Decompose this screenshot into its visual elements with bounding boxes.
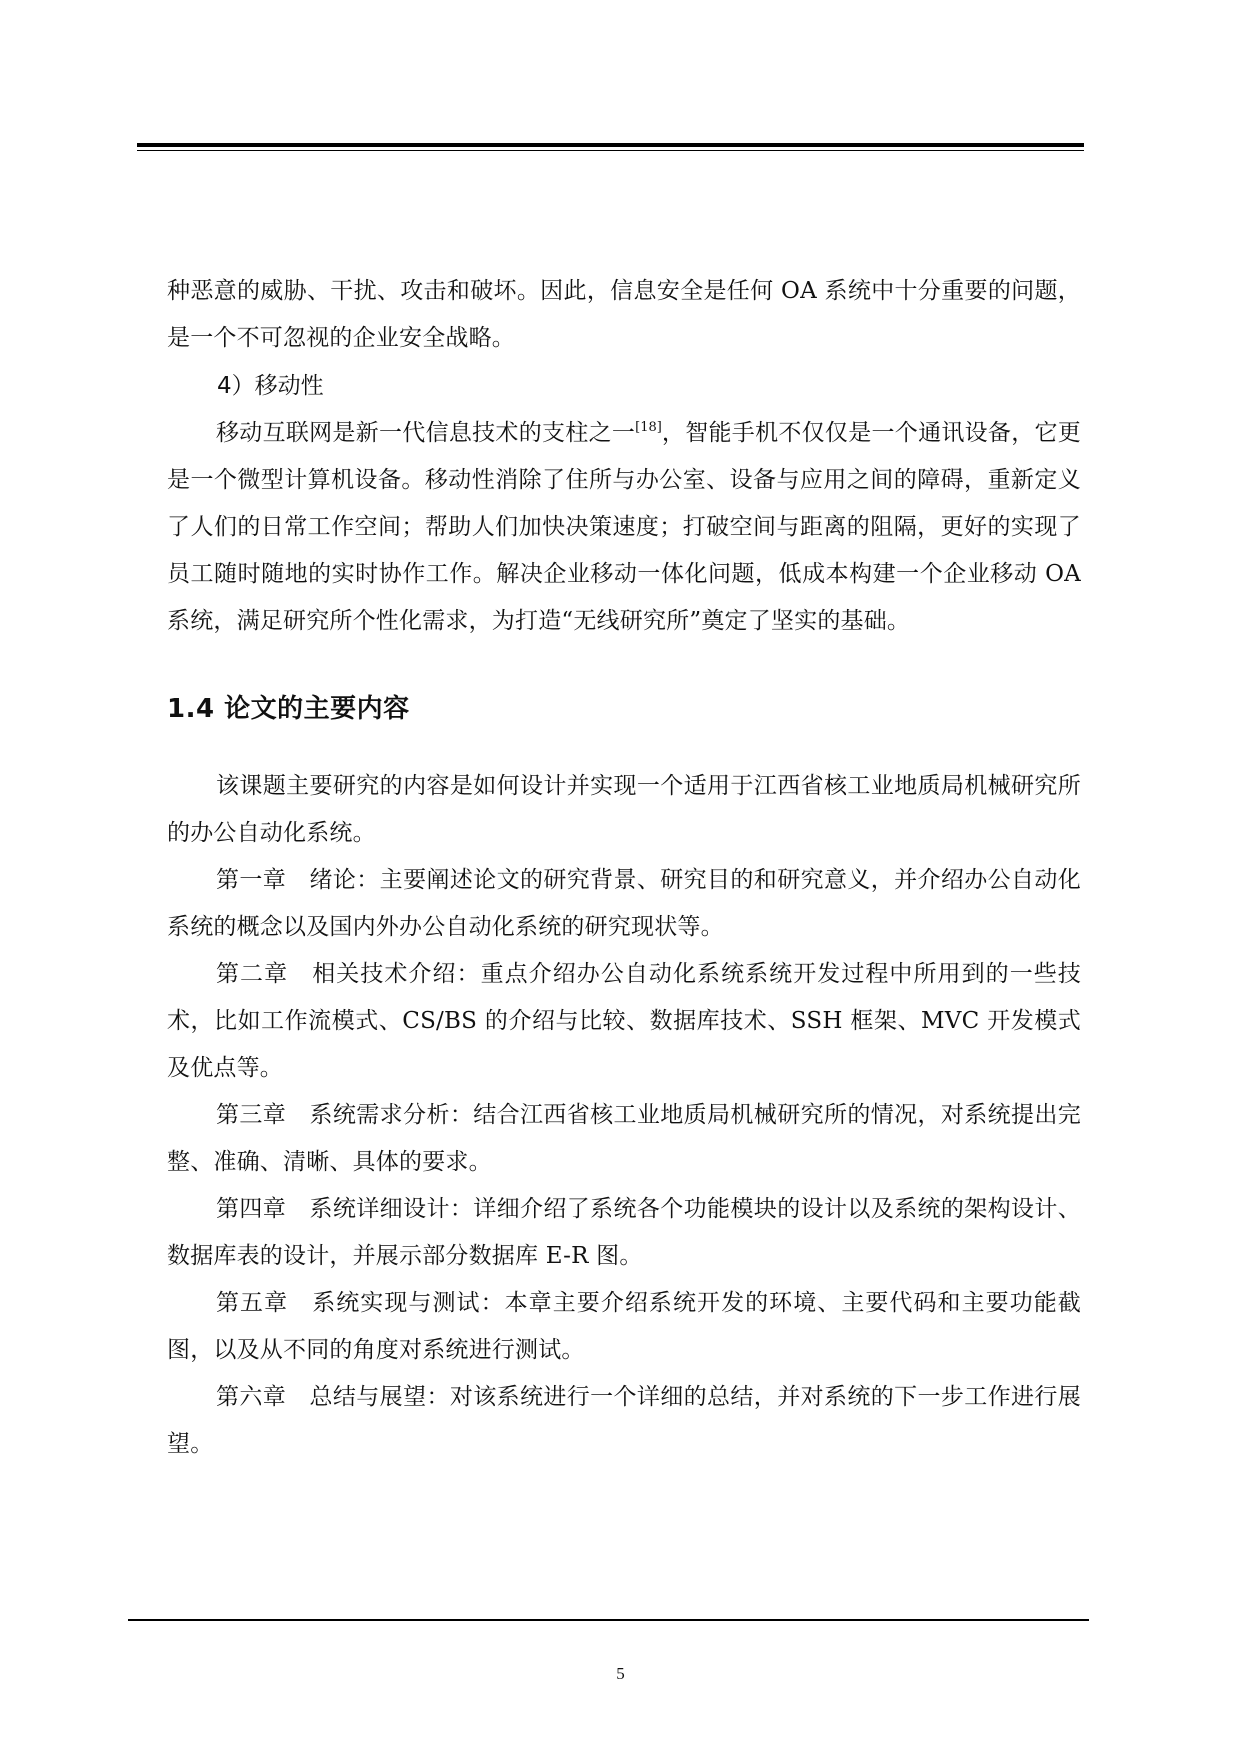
citation-reference: [18] (635, 420, 662, 435)
chapter-summary-3: 第三章 系统需求分析：结合江西省核工业地质局机械研究所的情况，对系统提出完整、准确、清晰、具体的要求。 (167, 1102, 1081, 1175)
chapter-summary-6: 第六章 总结与展望：对该系统进行一个详细的总结，并对系统的下一步工作进行展望。 (167, 1384, 1081, 1457)
chapter-summary-5: 第五章 系统实现与测试：本章主要介绍系统开发的环境、主要代码和主要功能截图，以及从不同的角度对系统进行测试。 (167, 1290, 1081, 1363)
header-rule-thin (137, 150, 1084, 151)
subsection-label-mobility: 4）移动性 (217, 373, 324, 399)
section-intro: 该课题主要研究的内容是如何设计并实现一个适用于江西省核工业地质局机械研究所的办公自动化系统。 (167, 773, 1081, 846)
chapter-summary-4: 第四章 系统详细设计：详细介绍了系统各个功能模块的设计以及系统的架构设计、数据库表的设计，并展示部分数据库 E-R 图。 (167, 1196, 1081, 1269)
section-heading: 1.4 论文的主要内容 (167, 694, 410, 724)
header-rule-thick (137, 143, 1084, 147)
chapter-summary-2: 第二章 相关技术介绍：重点介绍办公自动化系统系统开发过程中所用到的一些技术，比如工作流模式、CS/BS 的介绍与比较、数据库技术、SSH 框架、MVC 开发模式及优点等。 (167, 961, 1081, 1081)
page-body (167, 268, 1081, 1468)
paragraph-mobility (167, 410, 1081, 645)
paragraph-security-continued: 种恶意的威胁、干扰、攻击和破坏。因此，信息安全是任何 OA 系统中十分重要的问题，是一个不可忽视的企业安全战略。 (167, 278, 1081, 351)
mobility-text-part-2: ，智能手机不仅仅是一个通讯设备，它更是一个微型计算机设备。移动性消除了住所与办公室、设备与应用之间的障碍，重新定义了人们的日常工作空间；帮助人们加快决策速度；打破空间与距离的阻隔，更好的实现了员工随时随地的实时协作工作。解决企业移动一体化问题，低成本构建一个企业移动 OA 系统，满足研究所个性化需求，为打造“无线研究所”奠定了坚实的基础。 (167, 420, 1081, 634)
page-number: 5 (616, 1664, 625, 1683)
footer-rule (128, 1619, 1089, 1621)
chapter-summary-1: 第一章 绪论：主要阐述论文的研究背景、研究目的和研究意义，并介绍办公自动化系统的概念以及国内外办公自动化系统的研究现状等。 (167, 867, 1081, 940)
mobility-text-part-1: 移动互联网是新一代信息技术的支柱之一 (216, 420, 636, 446)
